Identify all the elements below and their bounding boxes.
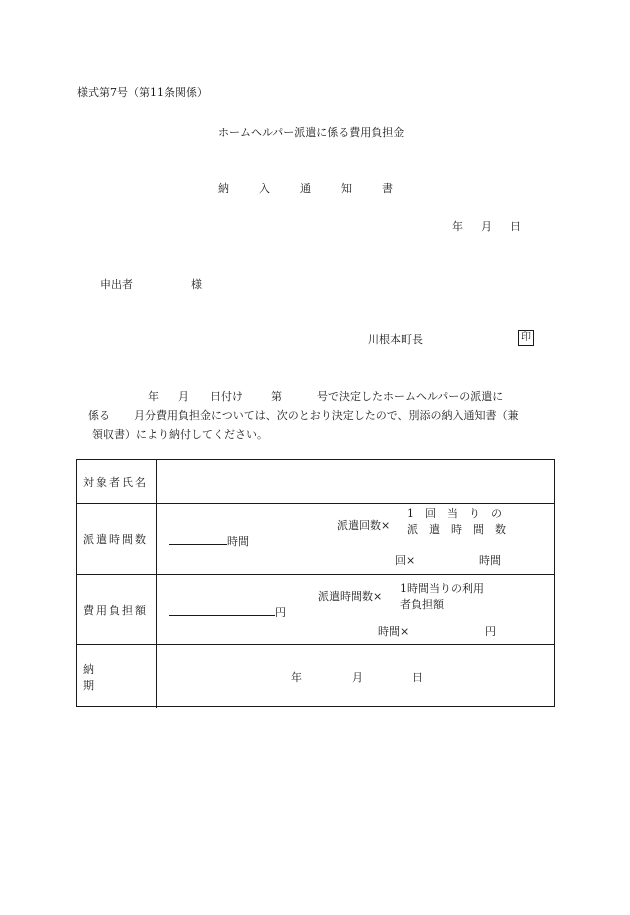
document-title: [218, 180, 393, 196]
date-month: 月: [481, 220, 492, 233]
seal-mark: 印: [518, 330, 534, 346]
due-year: 年: [291, 671, 302, 684]
applicant-honorific: 様: [191, 278, 202, 291]
row-header: [77, 504, 157, 574]
hours-value-field: [169, 533, 249, 549]
cost-value-field: [169, 604, 286, 620]
per-hour-line-1: 1時間当りの利用: [400, 582, 484, 595]
issue-date: [452, 218, 521, 234]
cost-formula-label: 派遣時間数×: [318, 590, 383, 603]
form-number: 様式第7号（第11条関係）: [77, 86, 208, 99]
due-label: [83, 661, 156, 693]
title-char: 知: [341, 182, 352, 195]
body-line-3: 領収書）により納付してください。: [92, 428, 268, 441]
body-line2-start: 係る: [88, 409, 110, 422]
date-year: 年: [452, 220, 463, 233]
hours-label: 派遣時間数: [83, 533, 148, 546]
hours-unit-right: 時間: [479, 554, 501, 567]
cost-hours-unit: 時間×: [378, 625, 410, 638]
due-label-char: 納: [83, 662, 96, 676]
row-header: [77, 460, 157, 503]
table-row: [77, 460, 554, 504]
due-month: 月: [352, 671, 363, 684]
body-line1-rest: 号で決定したホームヘルパーの派遣に: [317, 390, 504, 403]
row-header: [77, 575, 157, 644]
due-day: 日: [412, 671, 423, 684]
notice-table: [76, 459, 555, 707]
title-char: 入: [259, 182, 270, 195]
body-line-1: [148, 388, 503, 404]
hours-formula-label: 派遣回数×: [337, 519, 391, 532]
times-unit: 回×: [395, 554, 416, 567]
date-day: 日: [510, 220, 521, 233]
title-char: 書: [382, 182, 393, 195]
cost-label: 費用負担額: [83, 603, 148, 617]
per-hour-line-2: 者負担額: [400, 598, 444, 611]
due-label-char: 期: [83, 678, 96, 692]
hours-unit: 時間: [227, 535, 249, 548]
table-row: [77, 504, 554, 575]
cost-blank: [169, 615, 275, 616]
title-char: 通: [300, 182, 311, 195]
applicant-label: 申出者: [100, 278, 133, 291]
issuer-name: 川根本町長: [368, 333, 423, 346]
name-label: 対象者氏名: [83, 475, 148, 489]
table-row: [77, 645, 554, 708]
per-visit-line-1: 1 回 当 り の: [407, 507, 502, 520]
hours-blank: [169, 544, 227, 545]
body-year: 年: [148, 390, 159, 403]
body-line2-rest: 月分費用負担金については、次のとおり決定したので、別添の納入通知書（兼: [134, 409, 519, 422]
cost-unit: 円: [275, 606, 286, 619]
row-header: [77, 645, 157, 708]
applicant-line: [100, 276, 202, 292]
document-subtitle: ホームヘルパー派遣に係る費用負担金: [218, 126, 405, 139]
body-line-2: [88, 407, 519, 423]
body-month: 月: [178, 390, 189, 403]
per-visit-line-2: 派 遣 時 間 数: [407, 523, 506, 536]
table-row: [77, 575, 554, 645]
cost-yen-unit: 円: [485, 625, 496, 638]
title-char: 納: [218, 182, 229, 195]
body-dated: 日付け: [210, 390, 243, 403]
body-number-prefix: 第: [271, 390, 282, 403]
